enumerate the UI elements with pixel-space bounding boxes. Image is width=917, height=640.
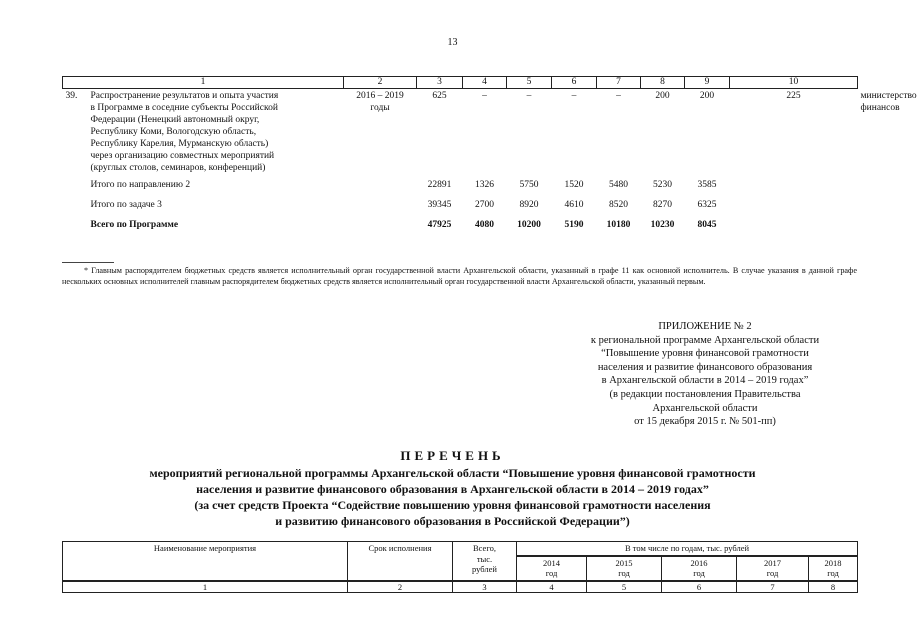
value-cell: 8920	[519, 200, 539, 210]
header-cell: 10	[730, 77, 858, 89]
year-unit: год	[827, 568, 839, 578]
column-total-header	[453, 542, 517, 581]
appendix-line: от 15 декабря 2015 г. № 501-пп)	[634, 416, 776, 428]
total-label: Итого по задаче 3	[90, 200, 162, 210]
year-unit: год	[618, 568, 630, 578]
activity-name-line: Распространение результатов и опыта участия	[90, 91, 279, 101]
header-cell: 4	[463, 77, 507, 89]
period-line: годы	[370, 103, 390, 113]
value-cell: 8270	[653, 200, 672, 210]
value-cell: 5480	[609, 180, 628, 190]
appendix-line: населения и развитие финансового образования	[597, 361, 813, 373]
value-cell: 200	[699, 91, 715, 101]
value-cell: 47925	[427, 220, 452, 230]
year-value: 2017	[764, 557, 781, 568]
total-label: Всего по Программе	[90, 220, 179, 230]
header-cell: 7	[597, 77, 641, 89]
header-cell: 8	[641, 77, 685, 89]
value-cell: 10230	[650, 220, 675, 230]
value-cell: 4080	[475, 220, 494, 230]
header-cell: 1	[63, 77, 344, 89]
value-cell: –	[571, 91, 577, 101]
header-cell: 3	[417, 77, 463, 89]
header-cell: 6	[552, 77, 597, 89]
value-cell: 2700	[475, 200, 494, 210]
value-cell: 5230	[653, 180, 672, 190]
column-index-row	[63, 581, 858, 593]
value-cell: 3585	[697, 180, 717, 190]
total-row-task	[63, 195, 858, 215]
year-value: 2014	[543, 557, 560, 568]
value-cell: –	[482, 91, 487, 101]
appendix-line: “Повышение уровня финансовой грамотности	[601, 348, 809, 360]
header-cell: 5	[507, 77, 552, 89]
subtitle-line: (за счет средств Проекта “Содействие повышению уровня финансовой грамотности населения	[194, 498, 711, 512]
index-cell: 6	[662, 581, 737, 593]
value-cell: 6325	[697, 200, 717, 210]
appendix-line: (в редакции постановления Правительства	[609, 388, 801, 400]
year-header	[517, 556, 587, 581]
index-cell: 2	[348, 581, 453, 593]
value-cell: 5190	[564, 220, 584, 230]
subtitle-line: мероприятий региональной программы Архангельской области “Повышение уровня финансовой грамотности	[149, 466, 756, 480]
document-subtitle	[0, 465, 905, 529]
table-row-39: 39. Распространение результатов и опыта участия в Программе в соседние субъекты Российской Федерации (Ненецкий автономный округ, Республику Коми, Вологодскую область, Республику Карелия, Мурманскую область) через организацию совместных мероприятий (круглых столов, семинаров, конференций) 2016 – 2019 годы 625 – – – – 200 200 225 министерство финансов	[63, 89, 858, 176]
header-cell: 9	[685, 77, 730, 89]
document-title: ПЕРЕЧЕНЬ	[400, 448, 505, 463]
year-unit: год	[693, 568, 705, 578]
total-row-direction	[63, 175, 858, 195]
index-cell: 7	[737, 581, 809, 593]
value-cell: 1326	[475, 180, 494, 190]
appendix-line: ПРИЛОЖЕНИЕ № 2	[658, 321, 752, 332]
index-cell: 8	[809, 581, 858, 593]
page-number: 13	[447, 37, 458, 48]
value-cell: 225	[786, 91, 801, 101]
subtitle-line: и развитию финансового образования в Российской Федерации”)	[275, 514, 630, 528]
year-header	[662, 556, 737, 581]
value-cell: 625	[432, 91, 447, 101]
activity-name-line: через организацию совместных мероприятий	[90, 151, 275, 161]
value-cell: –	[616, 91, 621, 101]
year-header	[809, 556, 858, 581]
activity-name-line: Федерации (Ненецкий автономный округ,	[90, 115, 260, 125]
appendix-header	[545, 320, 865, 429]
value-cell: 5750	[519, 180, 539, 190]
subtitle-line: населения и развитие финансового образования в Архангельской области в 2014 – 2019 годах”	[196, 482, 709, 496]
year-unit: год	[766, 568, 779, 578]
value-cell: 22891	[427, 180, 452, 190]
activity-name-line: в Программе в соседние субъекты Российской	[90, 103, 278, 113]
index-cell: 4	[517, 581, 587, 593]
appendix-line: к региональной программе Архангельской области	[590, 334, 820, 346]
year-header	[587, 556, 662, 581]
year-value: 2015	[615, 557, 633, 568]
row-number: 39.	[65, 91, 78, 101]
value-cell: 8520	[609, 200, 628, 210]
value-cell: 10200	[517, 220, 541, 230]
value-cell: 4610	[564, 200, 584, 210]
continuation-table	[62, 76, 917, 235]
footnote: * Главным распорядителем бюджетных средств является исполнительный орган государственной власти Архангельской области, указанный в графе 11 как основной исполнитель. В случае указания в данной графе нескольких основных исполнителей главным распорядителем бюджетных средств является исполнительный орган государственной власти Архангельской области, указанный первым.	[62, 266, 857, 286]
value-cell: 1520	[564, 180, 584, 190]
index-cell: 1	[63, 581, 348, 593]
value-cell: 10180	[606, 220, 631, 230]
footnote-divider	[62, 262, 114, 263]
activity-name	[88, 89, 344, 176]
year-value: 2016	[690, 557, 708, 568]
total-header-line: рублей	[472, 564, 497, 574]
year-header	[737, 556, 809, 581]
period-cell	[344, 89, 417, 176]
column-period-header: Срок исполнения	[348, 542, 453, 581]
total-header-line: Всего,	[473, 543, 496, 553]
year-value: 2018	[824, 557, 842, 568]
total-label: Итого по направлению 2	[90, 180, 191, 190]
value-cell: 39345	[427, 200, 452, 210]
header-cell: 2	[344, 77, 417, 89]
column-index-row	[63, 77, 858, 89]
index-cell: 3	[453, 581, 517, 593]
period-line: 2016 – 2019	[356, 91, 404, 101]
total-row-program	[63, 215, 858, 235]
value-cell: –	[526, 91, 532, 101]
activity-name-line: Республику Карелия, Мурманскую область)	[90, 139, 269, 149]
header-row-top	[63, 542, 858, 556]
appendix-line: в Архангельской области в 2014 – 2019 годах”	[601, 375, 809, 387]
value-cell: 8045	[697, 220, 717, 230]
column-name-header: Наименование мероприятия	[63, 542, 348, 581]
column-by-years-header: В том числе по годам, тыс. рублей	[517, 542, 858, 556]
appendix-line: Архангельской области	[652, 402, 758, 414]
activity-name-line: (круглых столов, семинаров, конференций)	[90, 163, 266, 173]
index-cell: 5	[587, 581, 662, 593]
activity-name-line: Республику Коми, Вологодскую область,	[90, 127, 257, 137]
total-header-line: тыс.	[476, 553, 493, 564]
year-unit: год	[545, 568, 558, 578]
value-cell: 200	[655, 91, 670, 101]
activities-header-table	[62, 541, 858, 593]
